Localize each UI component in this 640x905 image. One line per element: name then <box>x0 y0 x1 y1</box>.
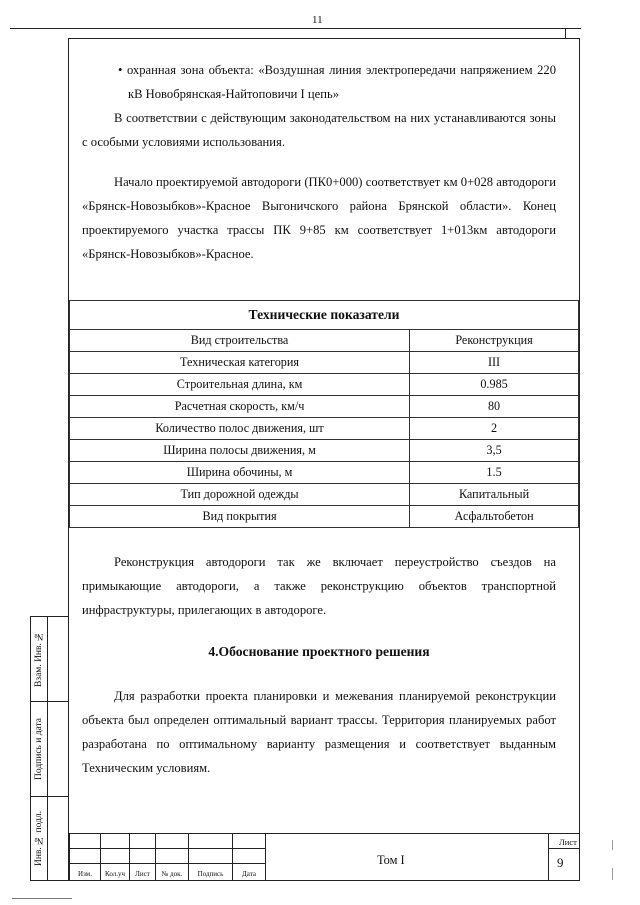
table-row <box>70 506 579 528</box>
table-title: Технические показатели <box>70 301 579 330</box>
stamp-col-kolvo: Кол.уч <box>105 870 125 878</box>
table-cell: 2 <box>410 418 579 440</box>
stamp-rule <box>69 833 70 881</box>
stamp-rule <box>69 833 580 834</box>
table-cell: Строительная длина, км <box>70 374 410 396</box>
table-row <box>70 418 579 440</box>
scan-edge-line <box>12 898 72 899</box>
label-sign-date: Подпись и дата <box>34 718 44 781</box>
stamp-rule <box>265 833 266 881</box>
table-cell: Расчетная скорость, км/ч <box>70 396 410 418</box>
table-row <box>70 484 579 506</box>
bullet-protection-zone: • охранная зона объекта: «Воздушная линия электропередачи напряжением 220 кВ Новобрянская-Найтоповичи I цепь» <box>118 63 556 101</box>
side-stamp-strip <box>30 616 69 881</box>
label-vzam-inv: Взам. Инв. № <box>34 630 44 688</box>
stamp-col-date: Дата <box>242 870 256 878</box>
table-cell: Вид строительства <box>70 330 410 352</box>
table-row <box>70 374 579 396</box>
table-row <box>70 440 579 462</box>
label-inv-podl: Инв. № подл. <box>34 810 44 867</box>
section-heading: 4.Обоснование проектного решения <box>208 644 430 659</box>
paragraph-zones: В соответствии с действующим законодательством на них устанавливаются зоны с особыми условиями использования. <box>82 111 556 149</box>
side-divider <box>47 616 48 881</box>
table-cell: Количество полос движения, шт <box>70 418 410 440</box>
technical-indicators-table <box>69 300 579 528</box>
table-cell: 1.5 <box>410 462 579 484</box>
sheet-number: 9 <box>557 855 564 870</box>
stamp-col-sign: Подпись <box>197 870 224 878</box>
stamp-rule <box>69 848 265 849</box>
table-cell: Ширина полосы движения, м <box>70 440 410 462</box>
sheet-label: Лист <box>559 837 577 847</box>
table-cell: 80 <box>410 396 579 418</box>
table-cell: Ширина обочины, м <box>70 462 410 484</box>
scan-mark <box>612 840 613 850</box>
table-row <box>70 352 579 374</box>
table-cell: 0.985 <box>410 374 579 396</box>
table-cell: III <box>410 352 579 374</box>
paragraph-route: Начало проектируемой автодороги (ПК0+000) соответствует км 0+028 автодороги «Брянск-Новозыбков»-Красное Выгоничского района Брянской области». Конец проектируемого участка трассы ПК 9+85 км соответствует 1+013км автодороги «Брянск-Новозыбков»-Красное. <box>82 175 556 261</box>
paragraph-justification: Для разработки проекта планировки и межевания планируемой реконструкции объекта был определен оптимальный вариант трассы. Территория планируемых работ разработана по оптимальному варианту размещения и соответствует выданным Техническим условиям. <box>82 689 556 775</box>
volume-label: Том I <box>377 853 405 867</box>
stamp-rule <box>548 848 580 849</box>
page-number: 11 <box>312 14 323 26</box>
stamp-rule <box>548 833 549 881</box>
stamp-col-list: Лист <box>135 870 150 878</box>
paragraph-reconstruction: Реконструкция автодороги так же включает переустройство съездов на примыкающие автодороги, а также реконструкцию объектов транспортной инфраструктуры, прилегающих в автодороге. <box>82 555 556 617</box>
stamp-col-ndok: № док. <box>161 870 183 878</box>
title-block <box>69 833 580 881</box>
stamp-rule <box>69 863 265 864</box>
table-cell: 3,5 <box>410 440 579 462</box>
body-text <box>82 58 556 266</box>
top-rule <box>10 28 581 29</box>
table-row <box>70 330 579 352</box>
table-row <box>70 396 579 418</box>
table-cell: Техническая категория <box>70 352 410 374</box>
table-cell: Тип дорожной одежды <box>70 484 410 506</box>
table-cell: Реконструкция <box>410 330 579 352</box>
body-text-section <box>82 684 556 780</box>
table-cell: Асфальтобетон <box>410 506 579 528</box>
stamp-col-izm: Изм. <box>78 870 92 878</box>
table-cell: Вид покрытия <box>70 506 410 528</box>
table-cell: Капитальный <box>410 484 579 506</box>
body-text-lower <box>82 550 556 622</box>
scan-mark <box>612 868 613 880</box>
table-row <box>70 462 579 484</box>
